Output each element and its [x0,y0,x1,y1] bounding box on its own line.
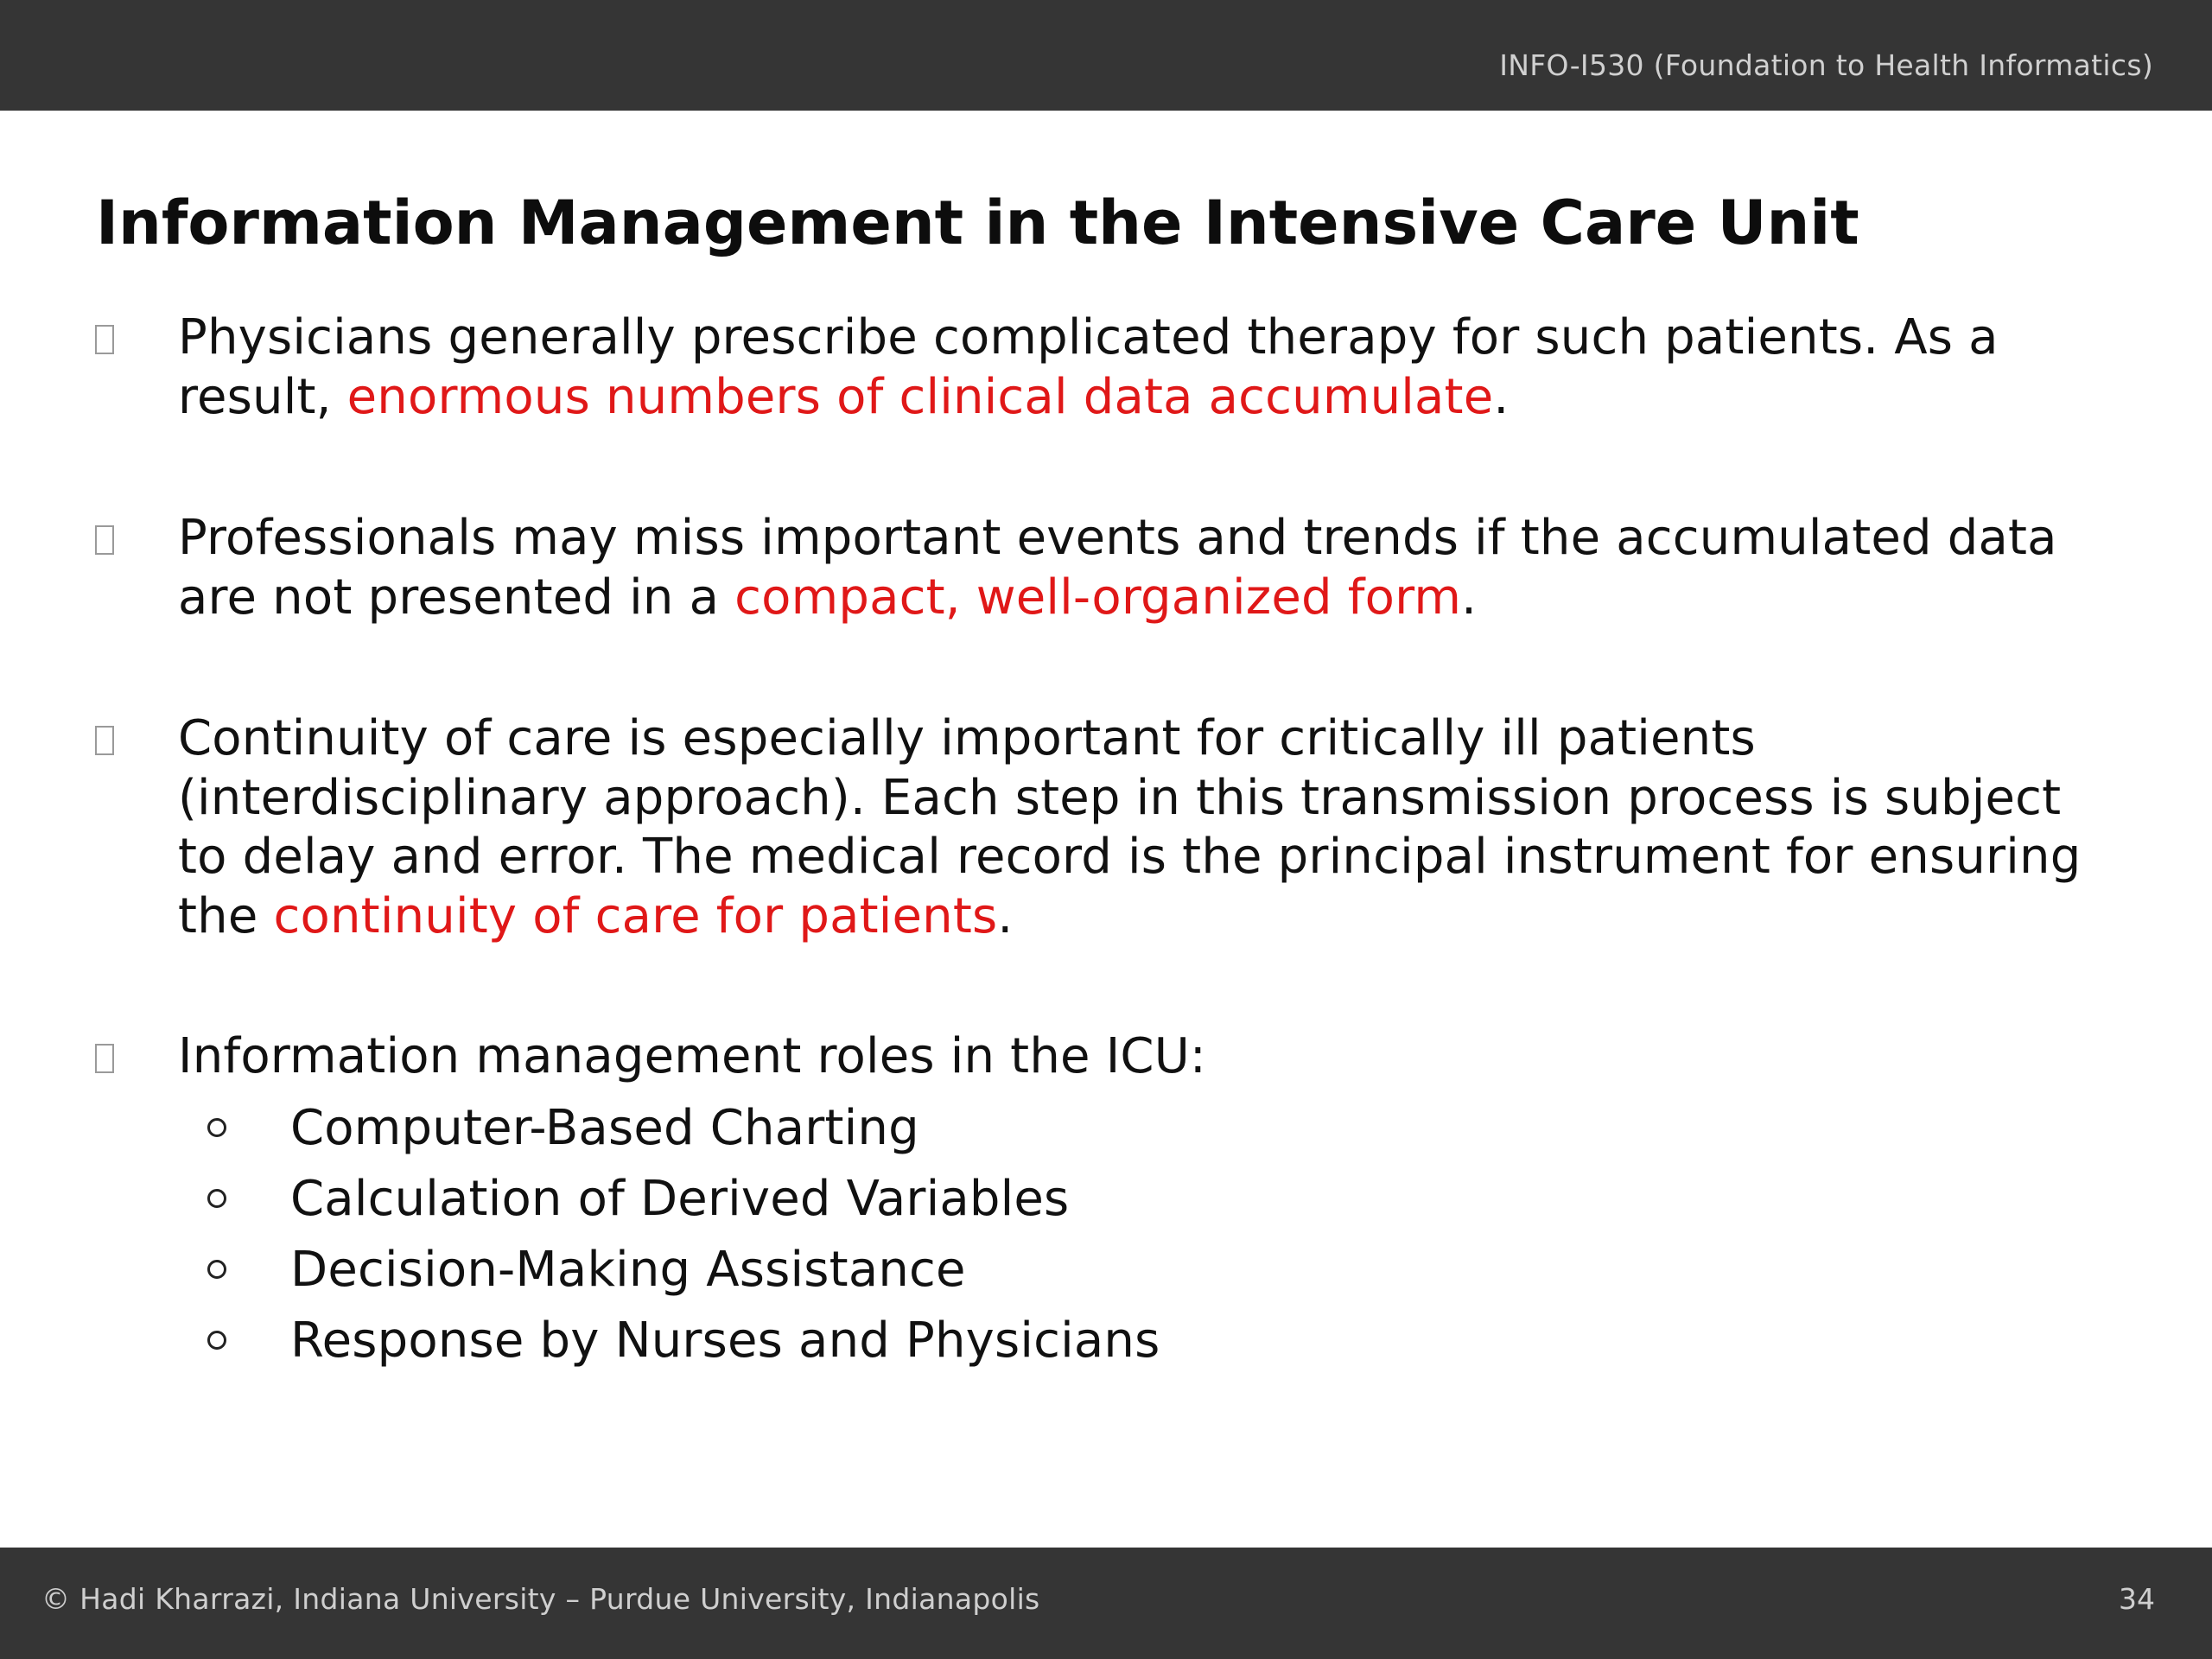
bullet-text-highlight: compact, well-organized form [734,569,1462,626]
bullet-text-plain: Continuity of care is especially important for critically ill patients (interdisciplinary approach). Each step in this transmission process is subject to delay and error. The medical record is the principal instrument for ensuring the [178,710,2082,944]
sub-list-item [0,1099,2212,1160]
footer-credit: © Hadi Kharrazi, Indiana University – Purdue University, Indianapolis [41,1582,1040,1616]
circle-bullet-icon [207,1331,226,1350]
bullet-box-icon [95,726,114,755]
bullet-text [178,509,2113,627]
bullet-box-icon [95,325,114,354]
slide-title: Information Management in the Intensive Care Unit [96,188,1859,258]
sub-list-item [0,1241,2212,1301]
bullet-box-icon [95,525,114,555]
course-label: INFO-I530 (Foundation to Health Informatics) [1499,48,2153,82]
circle-bullet-icon [207,1118,226,1137]
page-number: 34 [2119,1582,2155,1616]
bullet-text-end: . [997,887,1014,944]
sub-list-item [0,1170,2212,1230]
circle-bullet-icon [207,1260,226,1279]
footer-bar [0,1548,2212,1659]
bullet-text-plain: Professionals may miss important events and trends if the accumulated data are not presented in a [178,510,2057,626]
bullet-text-highlight: enormous numbers of clinical data accumulate [346,368,1494,425]
bullet-text [178,308,2113,427]
bullet-text-plain: Physicians generally prescribe complicated therapy for such patients. As a result, [178,309,1999,425]
bullet-text-end: . [1493,368,1510,425]
bullet-text-end: . [1461,569,1478,626]
header-bar [0,0,2212,111]
bullet-text-highlight: continuity of care for patients [273,887,998,944]
bullet-text: Information management roles in the ICU: [178,1028,1206,1084]
sub-list-item-label: Decision-Making Assistance [290,1242,966,1298]
sub-list-item [0,1312,2212,1372]
bullet-box-icon [95,1044,114,1073]
bullet-text [178,709,2113,946]
sub-list-item-label: Calculation of Derived Variables [290,1171,1070,1227]
sub-list-item-label: Response by Nurses and Physicians [290,1313,1160,1369]
sub-list-item-label: Computer-Based Charting [290,1100,919,1156]
circle-bullet-icon [207,1189,226,1208]
